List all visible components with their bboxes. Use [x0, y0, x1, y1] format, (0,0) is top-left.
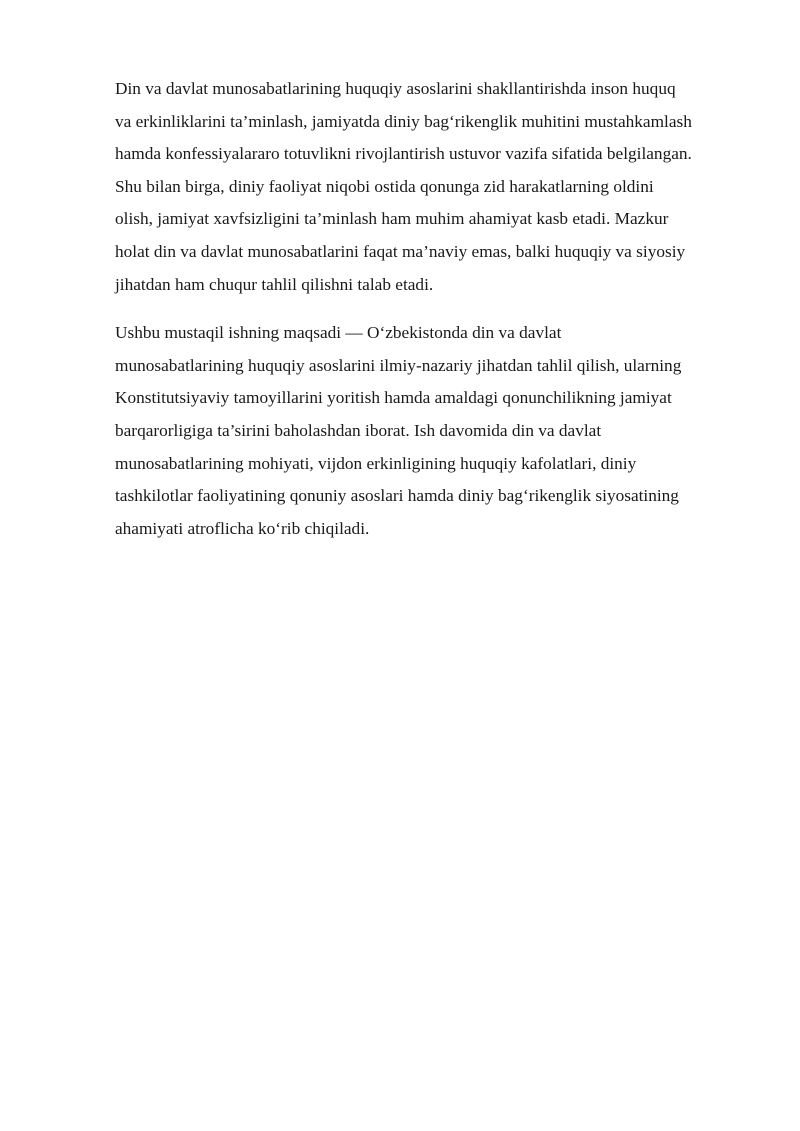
text-line: tashkilotlar faoliyatining qonuniy asoslari hamda diniy bag‘rikenglik siyosatining	[115, 486, 679, 506]
document-body	[115, 73, 745, 561]
text-line: jihatdan ham chuqur tahlil qilishni talab etadi.	[115, 274, 434, 294]
text-line: Ushbu mustaqil ishning maqsadi — O‘zbekistonda din va davlat	[115, 323, 562, 343]
text-line: munosabatlarining huquqiy asoslarini ilmiy-nazariy jihatdan tahlil qilish, ularning	[115, 355, 682, 375]
text-line: Din va davlat munosabatlarining huquqiy asoslarini shakllantirishda inson huquq	[115, 79, 676, 98]
text-line: Shu bilan birga, diniy faoliyat niqobi ostida qonunga zid harakatlarning oldini	[115, 176, 654, 196]
text-line: Konstitutsiyaviy tamoyillarini yoritish hamda amaldagi qonunchilikning jamiyat	[115, 388, 672, 408]
text-line: munosabatlarining mohiyati, vijdon erkinligining huquqiy kafolatlari, diniy	[115, 453, 637, 473]
text-line: hamda konfessiyalararo totuvlikni rivojlantirish ustuvor vazifa sifatida belgilangan.	[115, 144, 692, 164]
text-line: va erkinliklarini ta’minlash, jamiyatda diniy bag‘rikenglik muhitini mustahkamlash	[115, 111, 692, 131]
text-line: ahamiyati atroflicha ko‘rib chiqiladi.	[115, 518, 370, 538]
text-line: barqarorligiga ta’sirini baholashdan iborat. Ish davomida din va davlat	[115, 420, 602, 440]
text-line: holat din va davlat munosabatlarini faqat ma’naviy emas, balki huquqiy va siyosiy	[115, 241, 686, 261]
text-line: olish, jamiyat xavfsizligini ta’minlash ham muhim ahamiyat kasb etadi. Mazkur	[115, 209, 669, 229]
paragraph-1	[115, 73, 745, 301]
paragraph-2	[115, 317, 745, 545]
